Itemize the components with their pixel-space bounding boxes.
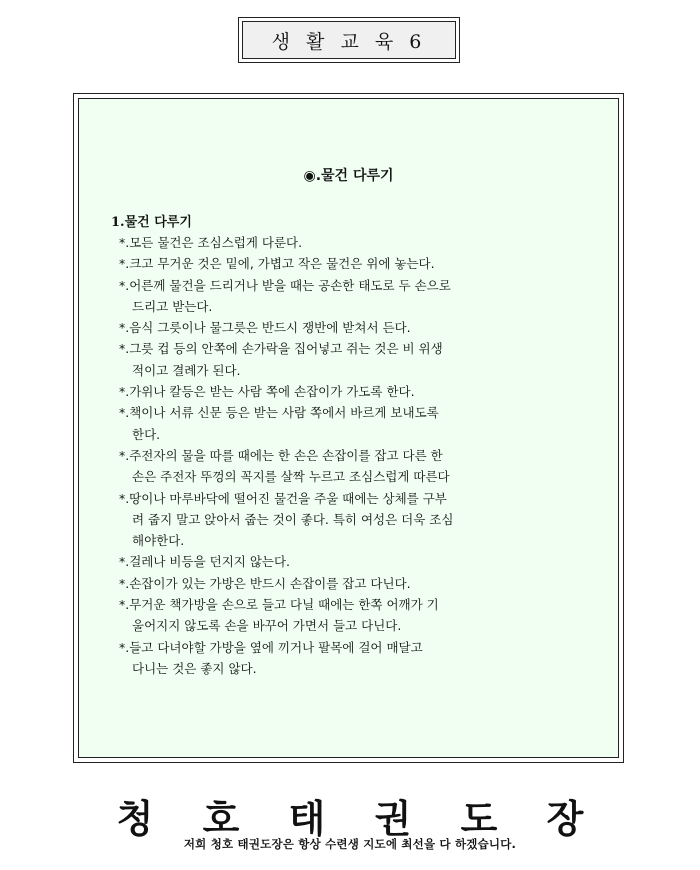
list-item xyxy=(119,488,519,552)
list-item-text: *.들고 다녀야할 가방을 옆에 끼거나 팔목에 걸어 매달고 xyxy=(119,639,423,655)
list-item-text: *.크고 무거운 것은 밑에, 가볍고 작은 물건은 위에 놓는다. xyxy=(119,256,435,272)
dojang-name-char: 장 xyxy=(546,796,584,841)
subsection-title: 1.물건 다루기 xyxy=(111,215,192,230)
rules-list xyxy=(119,232,519,679)
list-item xyxy=(119,445,519,488)
dojang-name xyxy=(0,788,700,843)
list-item-continuation: 려 줍지 말고 앉아서 줍는 것이 좋다. 특히 여성은 더욱 조심 xyxy=(132,511,454,527)
list-item-text: *.모든 물건은 조심스럽게 다룬다. xyxy=(119,235,303,250)
dojang-name-char: 권 xyxy=(374,796,412,841)
list-item xyxy=(119,551,519,572)
list-item xyxy=(119,594,519,637)
list-item-text: *.가위나 칼등은 받는 사람 쪽에 손잡이가 가도록 한다. xyxy=(119,384,415,400)
list-item-text: *.걸레나 비등을 던지지 않는다. xyxy=(119,554,291,570)
list-item-continuation: 적이고 결례가 된다. xyxy=(132,362,241,378)
list-item-continuation: 해야한다. xyxy=(132,533,185,549)
list-item-text: *.책이나 서류 신문 등은 받는 사람 쪽에서 바르게 보내도록 xyxy=(119,405,439,421)
list-item xyxy=(119,275,519,318)
list-item-text: *.주전자의 물을 따를 때에는 한 손은 손잡이를 잡고 다른 한 xyxy=(119,447,443,463)
dojang-name-char: 도 xyxy=(460,796,498,841)
content-panel xyxy=(78,98,619,758)
list-item xyxy=(119,402,519,445)
dojang-name-char: 청 xyxy=(116,796,154,841)
list-item-continuation: 손은 주전자 뚜껑의 꼭지를 살짝 누르고 조심스럽게 따른다 xyxy=(132,469,450,485)
dojang-name-char: 호 xyxy=(202,796,240,841)
list-item xyxy=(119,232,519,253)
list-item xyxy=(119,317,519,338)
section-heading: ◉.물건 다루기 xyxy=(303,168,394,184)
list-item xyxy=(119,637,519,680)
list-item-text: *.그릇 컵 등의 안쪽에 손가락을 집어넣고 쥐는 것은 비 위생 xyxy=(119,341,443,357)
list-item-continuation: 울어지지 않도록 손을 바꾸어 가면서 들고 다닌다. xyxy=(132,618,402,634)
list-item xyxy=(119,253,519,274)
list-item-text: *.어른께 물건을 드리거나 받을 때는 공손한 태도로 두 손으로 xyxy=(119,277,451,293)
list-item xyxy=(119,573,519,594)
list-item-continuation: 한다. xyxy=(132,426,161,442)
dojang-name-char: 태 xyxy=(288,796,326,841)
list-item-text: *.손잡이가 있는 가방은 반드시 손잡이를 잡고 다닌다. xyxy=(119,575,411,591)
list-item-continuation: 드리고 받는다. xyxy=(132,298,213,314)
dojang-slogan: 저희 청호 태권도장은 항상 수련생 지도에 최선을 다 하겠습니다. xyxy=(183,837,517,851)
title-box xyxy=(238,17,460,63)
list-item xyxy=(119,338,519,381)
page-title: 생 활 교 육 6 xyxy=(242,21,456,59)
list-item-text: *.땅이나 마루바닥에 떨어진 물건을 주울 때에는 상체를 구부 xyxy=(119,490,447,506)
list-item-continuation: 다니는 것은 좋지 않다. xyxy=(132,660,257,676)
content-frame xyxy=(73,93,624,763)
list-item-text: *.음식 그릇이나 물그릇은 반드시 쟁반에 받쳐서 든다. xyxy=(119,320,411,336)
list-item-text: *.무거운 책가방을 손으로 들고 다닐 때에는 한쪽 어깨가 기 xyxy=(119,597,439,613)
list-item xyxy=(119,381,519,402)
